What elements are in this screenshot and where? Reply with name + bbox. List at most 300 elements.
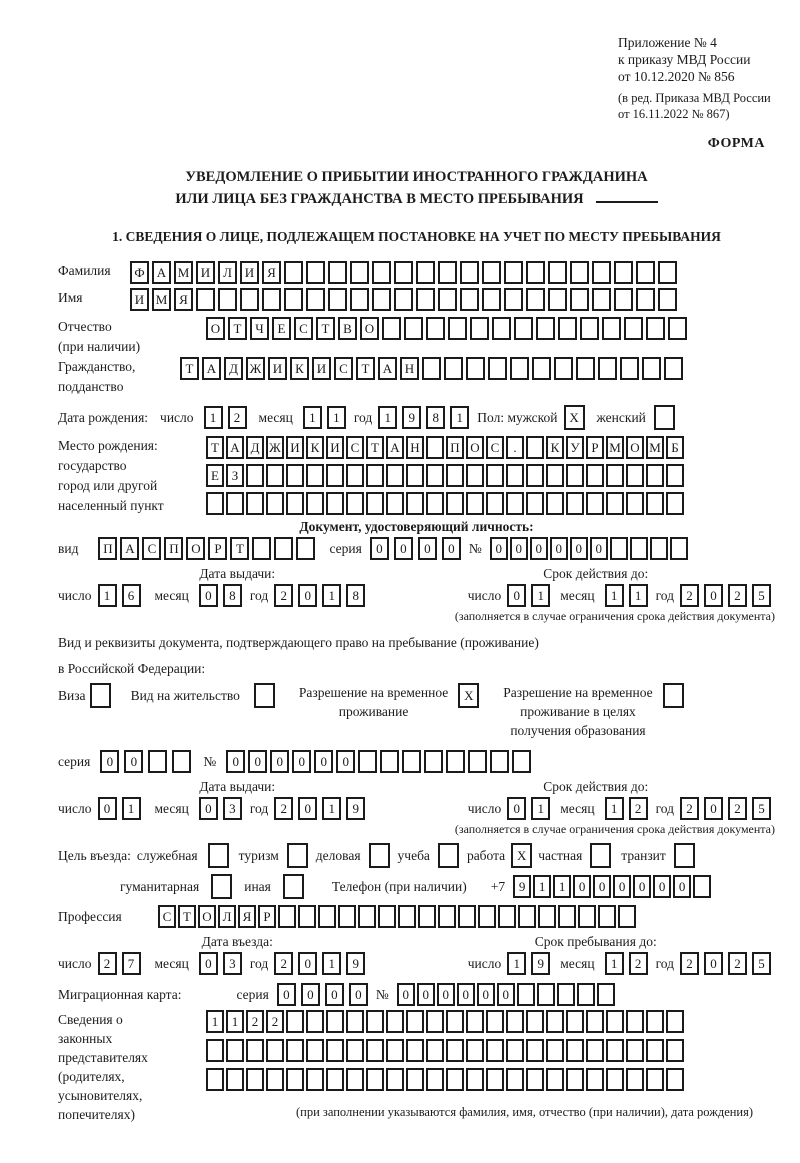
char-box[interactable]: [646, 464, 664, 487]
char-box[interactable]: [406, 1068, 424, 1091]
char-box[interactable]: 2: [274, 952, 293, 975]
char-box[interactable]: 0: [530, 537, 548, 560]
char-box[interactable]: [586, 1068, 604, 1091]
char-box[interactable]: [328, 288, 347, 311]
char-box[interactable]: 1: [378, 406, 397, 429]
char-box[interactable]: [398, 905, 416, 928]
char-box[interactable]: [558, 905, 576, 928]
char-box[interactable]: 1: [322, 797, 341, 820]
char-box[interactable]: [226, 1039, 244, 1062]
char-box[interactable]: [646, 1068, 664, 1091]
char-box[interactable]: 9: [531, 952, 550, 975]
char-box[interactable]: [666, 1068, 684, 1091]
char-box[interactable]: 2: [680, 584, 699, 607]
char-box[interactable]: 0: [704, 584, 723, 607]
char-box[interactable]: 0: [397, 983, 415, 1006]
char-box[interactable]: Ч: [250, 317, 269, 340]
char-box[interactable]: [506, 1068, 524, 1091]
char-box[interactable]: О: [206, 317, 225, 340]
char-box[interactable]: [366, 464, 384, 487]
char-box[interactable]: Я: [262, 261, 281, 284]
char-box[interactable]: 2: [629, 797, 648, 820]
char-box[interactable]: [526, 464, 544, 487]
char-box[interactable]: [666, 1010, 684, 1033]
char-box[interactable]: О: [466, 436, 484, 459]
char-box[interactable]: [246, 1039, 264, 1062]
char-box[interactable]: П: [446, 436, 464, 459]
char-box[interactable]: 0: [325, 983, 344, 1006]
char-box[interactable]: 0: [477, 983, 495, 1006]
char-box[interactable]: [486, 1039, 504, 1062]
surname-boxes[interactable]: [130, 261, 677, 284]
doc-series-boxes[interactable]: [370, 537, 461, 560]
resid-issue-month-boxes[interactable]: [199, 797, 242, 820]
char-box[interactable]: 5: [752, 584, 771, 607]
char-box[interactable]: А: [226, 436, 244, 459]
char-box[interactable]: [438, 261, 457, 284]
char-box[interactable]: [658, 261, 677, 284]
char-box[interactable]: 2: [274, 797, 293, 820]
char-box[interactable]: О: [626, 436, 644, 459]
char-box[interactable]: [602, 317, 621, 340]
char-box[interactable]: [670, 537, 688, 560]
char-box[interactable]: [446, 1068, 464, 1091]
entry-month-boxes[interactable]: [199, 952, 242, 975]
char-box[interactable]: [286, 464, 304, 487]
char-box[interactable]: [286, 1010, 304, 1033]
char-box[interactable]: [326, 1010, 344, 1033]
char-box[interactable]: О: [198, 905, 216, 928]
char-box[interactable]: 1: [533, 875, 551, 898]
char-box[interactable]: [470, 317, 489, 340]
char-box[interactable]: [246, 464, 264, 487]
char-box[interactable]: [366, 492, 384, 515]
char-box[interactable]: 1: [322, 952, 341, 975]
char-box[interactable]: [338, 905, 356, 928]
char-box[interactable]: 9: [402, 406, 421, 429]
char-box[interactable]: [663, 683, 684, 708]
char-box[interactable]: Т: [206, 436, 224, 459]
char-box[interactable]: [306, 1039, 324, 1062]
visa-checkbox[interactable]: [90, 683, 111, 708]
char-box[interactable]: [636, 288, 655, 311]
char-box[interactable]: М: [174, 261, 193, 284]
char-box[interactable]: [326, 1068, 344, 1091]
char-box[interactable]: [346, 492, 364, 515]
char-box[interactable]: 0: [98, 797, 117, 820]
char-box[interactable]: 0: [199, 584, 218, 607]
legal-reps-row2-boxes[interactable]: [206, 1039, 753, 1062]
migr-number-boxes[interactable]: [397, 983, 615, 1006]
char-box[interactable]: 0: [336, 750, 355, 773]
char-box[interactable]: 5: [752, 952, 771, 975]
char-box[interactable]: [626, 1039, 644, 1062]
char-box[interactable]: [246, 492, 264, 515]
char-box[interactable]: [460, 261, 479, 284]
char-box[interactable]: С: [294, 317, 313, 340]
char-box[interactable]: [206, 1068, 224, 1091]
char-box[interactable]: Т: [356, 357, 375, 380]
char-box[interactable]: П: [164, 537, 183, 560]
char-box[interactable]: [446, 1010, 464, 1033]
char-box[interactable]: [586, 464, 604, 487]
char-box[interactable]: [606, 492, 624, 515]
char-box[interactable]: [598, 357, 617, 380]
birth-month-boxes[interactable]: [303, 406, 346, 429]
char-box[interactable]: [448, 317, 467, 340]
char-box[interactable]: [218, 288, 237, 311]
char-box[interactable]: И: [130, 288, 149, 311]
char-box[interactable]: [386, 1068, 404, 1091]
doc-type-boxes[interactable]: [98, 537, 315, 560]
char-box[interactable]: [466, 1010, 484, 1033]
char-box[interactable]: [598, 905, 616, 928]
char-box[interactable]: [558, 317, 577, 340]
char-box[interactable]: [346, 1039, 364, 1062]
char-box[interactable]: [486, 492, 504, 515]
char-box[interactable]: [254, 683, 275, 708]
char-box[interactable]: [394, 288, 413, 311]
resid-valid-day-boxes[interactable]: [507, 797, 550, 820]
char-box[interactable]: К: [546, 436, 564, 459]
char-box[interactable]: [438, 288, 457, 311]
residence-permit-checkbox[interactable]: [254, 683, 275, 708]
migr-series-boxes[interactable]: [277, 983, 368, 1006]
char-box[interactable]: [538, 905, 556, 928]
char-box[interactable]: 0: [653, 875, 671, 898]
char-box[interactable]: В: [338, 317, 357, 340]
char-box[interactable]: [460, 288, 479, 311]
char-box[interactable]: [526, 288, 545, 311]
char-box[interactable]: А: [378, 357, 397, 380]
char-box[interactable]: 0: [573, 875, 591, 898]
birth-place-row3-boxes[interactable]: [206, 492, 684, 515]
char-box[interactable]: 2: [274, 584, 293, 607]
char-box[interactable]: 5: [752, 797, 771, 820]
char-box[interactable]: 0: [510, 537, 528, 560]
char-box[interactable]: [426, 1039, 444, 1062]
char-box[interactable]: [266, 464, 284, 487]
doc-number-boxes[interactable]: [490, 537, 688, 560]
char-box[interactable]: Я: [174, 288, 193, 311]
char-box[interactable]: Т: [228, 317, 247, 340]
char-box[interactable]: О: [360, 317, 379, 340]
char-box[interactable]: 1: [605, 952, 624, 975]
char-box[interactable]: Р: [586, 436, 604, 459]
char-box[interactable]: [526, 1039, 544, 1062]
resid-issue-day-boxes[interactable]: [98, 797, 141, 820]
char-box[interactable]: 3: [223, 797, 242, 820]
char-box[interactable]: [366, 1068, 384, 1091]
char-box[interactable]: [369, 843, 390, 868]
char-box[interactable]: 1: [204, 406, 223, 429]
char-box[interactable]: [624, 317, 643, 340]
char-box[interactable]: [626, 1068, 644, 1091]
char-box[interactable]: [630, 537, 648, 560]
char-box[interactable]: [326, 492, 344, 515]
char-box[interactable]: [650, 537, 668, 560]
char-box[interactable]: [286, 1039, 304, 1062]
char-box[interactable]: [458, 905, 476, 928]
char-box[interactable]: [346, 464, 364, 487]
char-box[interactable]: [478, 905, 496, 928]
doc-issue-day-boxes[interactable]: [98, 584, 141, 607]
char-box[interactable]: [492, 317, 511, 340]
char-box[interactable]: [426, 436, 444, 459]
char-box[interactable]: 2: [680, 952, 699, 975]
char-box[interactable]: [466, 1039, 484, 1062]
char-box[interactable]: [386, 1039, 404, 1062]
char-box[interactable]: [646, 317, 665, 340]
char-box[interactable]: [306, 1068, 324, 1091]
purpose-tourism-checkbox[interactable]: [287, 843, 308, 868]
char-box[interactable]: [426, 1068, 444, 1091]
char-box[interactable]: О: [186, 537, 205, 560]
char-box[interactable]: 1: [98, 584, 117, 607]
temp-permit-checkbox[interactable]: [458, 683, 479, 708]
char-box[interactable]: 1: [450, 406, 469, 429]
char-box[interactable]: [546, 1039, 564, 1062]
char-box[interactable]: К: [290, 357, 309, 380]
char-box[interactable]: [548, 261, 567, 284]
char-box[interactable]: X: [511, 843, 532, 868]
char-box[interactable]: 0: [570, 537, 588, 560]
char-box[interactable]: [240, 288, 259, 311]
char-box[interactable]: [350, 288, 369, 311]
char-box[interactable]: [466, 357, 485, 380]
char-box[interactable]: 0: [490, 537, 508, 560]
temp-edu-permit-checkbox[interactable]: [663, 683, 684, 708]
char-box[interactable]: [666, 1039, 684, 1062]
char-box[interactable]: 0: [298, 952, 317, 975]
char-box[interactable]: [358, 905, 376, 928]
char-box[interactable]: [606, 1039, 624, 1062]
char-box[interactable]: [666, 492, 684, 515]
char-box[interactable]: Н: [400, 357, 419, 380]
char-box[interactable]: [642, 357, 661, 380]
char-box[interactable]: [318, 905, 336, 928]
char-box[interactable]: 0: [418, 537, 437, 560]
char-box[interactable]: 1: [322, 584, 341, 607]
char-box[interactable]: И: [312, 357, 331, 380]
char-box[interactable]: [526, 492, 544, 515]
patronymic-boxes[interactable]: [206, 317, 687, 340]
char-box[interactable]: [526, 436, 544, 459]
char-box[interactable]: [518, 905, 536, 928]
char-box[interactable]: [284, 288, 303, 311]
char-box[interactable]: Ф: [130, 261, 149, 284]
char-box[interactable]: [346, 1068, 364, 1091]
char-box[interactable]: [286, 1068, 304, 1091]
char-box[interactable]: [328, 261, 347, 284]
char-box[interactable]: Р: [258, 905, 276, 928]
char-box[interactable]: [506, 464, 524, 487]
char-box[interactable]: [664, 357, 683, 380]
char-box[interactable]: [626, 1010, 644, 1033]
char-box[interactable]: [266, 1068, 284, 1091]
char-box[interactable]: 6: [122, 584, 141, 607]
char-box[interactable]: [606, 1010, 624, 1033]
char-box[interactable]: Л: [218, 905, 236, 928]
char-box[interactable]: [208, 843, 229, 868]
char-box[interactable]: Б: [666, 436, 684, 459]
char-box[interactable]: [466, 1068, 484, 1091]
char-box[interactable]: [580, 317, 599, 340]
char-box[interactable]: А: [120, 537, 139, 560]
char-box[interactable]: X: [458, 683, 479, 708]
char-box[interactable]: [482, 261, 501, 284]
given-name-boxes[interactable]: [130, 288, 677, 311]
char-box[interactable]: 0: [248, 750, 267, 773]
entry-day-boxes[interactable]: [98, 952, 141, 975]
char-box[interactable]: [211, 874, 232, 899]
char-box[interactable]: 0: [199, 797, 218, 820]
char-box[interactable]: 0: [507, 797, 526, 820]
char-box[interactable]: [358, 750, 377, 773]
char-box[interactable]: [486, 464, 504, 487]
char-box[interactable]: [597, 983, 615, 1006]
char-box[interactable]: [196, 288, 215, 311]
char-box[interactable]: 0: [349, 983, 368, 1006]
char-box[interactable]: К: [306, 436, 324, 459]
stay-year-boxes[interactable]: [680, 952, 771, 975]
phone-boxes[interactable]: [513, 875, 711, 898]
char-box[interactable]: [506, 1010, 524, 1033]
resid-issue-year-boxes[interactable]: [274, 797, 365, 820]
char-box[interactable]: [488, 357, 507, 380]
char-box[interactable]: З: [226, 464, 244, 487]
char-box[interactable]: И: [196, 261, 215, 284]
char-box[interactable]: [90, 683, 111, 708]
char-box[interactable]: [306, 261, 325, 284]
char-box[interactable]: [406, 492, 424, 515]
char-box[interactable]: 1: [507, 952, 526, 975]
char-box[interactable]: [386, 492, 404, 515]
char-box[interactable]: [498, 905, 516, 928]
char-box[interactable]: [646, 1010, 664, 1033]
char-box[interactable]: [566, 464, 584, 487]
char-box[interactable]: 0: [457, 983, 475, 1006]
char-box[interactable]: 0: [550, 537, 568, 560]
char-box[interactable]: 1: [303, 406, 322, 429]
char-box[interactable]: [283, 874, 304, 899]
resid-number-boxes[interactable]: [226, 750, 531, 773]
char-box[interactable]: 1: [226, 1010, 244, 1033]
char-box[interactable]: 2: [728, 952, 747, 975]
char-box[interactable]: А: [152, 261, 171, 284]
char-box[interactable]: [526, 1068, 544, 1091]
char-box[interactable]: [610, 537, 628, 560]
purpose-humanitarian-checkbox[interactable]: [211, 874, 232, 899]
char-box[interactable]: [537, 983, 555, 1006]
char-box[interactable]: [512, 750, 531, 773]
char-box[interactable]: [306, 492, 324, 515]
char-box[interactable]: 8: [426, 406, 445, 429]
char-box[interactable]: [380, 750, 399, 773]
char-box[interactable]: 0: [314, 750, 333, 773]
char-box[interactable]: [674, 843, 695, 868]
char-box[interactable]: Е: [272, 317, 291, 340]
char-box[interactable]: 1: [531, 584, 550, 607]
char-box[interactable]: 0: [199, 952, 218, 975]
char-box[interactable]: [438, 843, 459, 868]
char-box[interactable]: [666, 464, 684, 487]
char-box[interactable]: У: [566, 436, 584, 459]
char-box[interactable]: Ж: [246, 357, 265, 380]
char-box[interactable]: [614, 288, 633, 311]
char-box[interactable]: [614, 261, 633, 284]
char-box[interactable]: 3: [223, 952, 242, 975]
char-box[interactable]: [490, 750, 509, 773]
char-box[interactable]: 2: [266, 1010, 284, 1033]
char-box[interactable]: С: [142, 537, 161, 560]
char-box[interactable]: [658, 288, 677, 311]
char-box[interactable]: [426, 317, 445, 340]
char-box[interactable]: 0: [370, 537, 389, 560]
char-box[interactable]: [226, 1068, 244, 1091]
char-box[interactable]: 0: [704, 797, 723, 820]
char-box[interactable]: Я: [238, 905, 256, 928]
char-box[interactable]: [246, 1068, 264, 1091]
char-box[interactable]: [532, 357, 551, 380]
char-box[interactable]: [306, 288, 325, 311]
char-box[interactable]: [636, 261, 655, 284]
purpose-other-checkbox[interactable]: [283, 874, 304, 899]
purpose-study-checkbox[interactable]: [438, 843, 459, 868]
char-box[interactable]: [646, 492, 664, 515]
char-box[interactable]: [446, 464, 464, 487]
char-box[interactable]: [206, 1039, 224, 1062]
char-box[interactable]: [570, 288, 589, 311]
char-box[interactable]: 2: [728, 584, 747, 607]
male-checkbox[interactable]: [564, 405, 585, 430]
char-box[interactable]: 0: [497, 983, 515, 1006]
char-box[interactable]: [426, 464, 444, 487]
char-box[interactable]: 1: [629, 584, 648, 607]
char-box[interactable]: [406, 1039, 424, 1062]
char-box[interactable]: 9: [513, 875, 531, 898]
char-box[interactable]: Т: [230, 537, 249, 560]
char-box[interactable]: [416, 261, 435, 284]
char-box[interactable]: [566, 1010, 584, 1033]
char-box[interactable]: [468, 750, 487, 773]
birth-day-boxes[interactable]: [204, 406, 247, 429]
char-box[interactable]: [504, 261, 523, 284]
char-box[interactable]: С: [346, 436, 364, 459]
char-box[interactable]: 1: [605, 584, 624, 607]
profession-boxes[interactable]: [158, 905, 636, 928]
purpose-official-checkbox[interactable]: [208, 843, 229, 868]
char-box[interactable]: [536, 317, 555, 340]
char-box[interactable]: [566, 492, 584, 515]
char-box[interactable]: 0: [590, 537, 608, 560]
char-box[interactable]: [693, 875, 711, 898]
resid-valid-year-boxes[interactable]: [680, 797, 771, 820]
char-box[interactable]: [394, 261, 413, 284]
female-checkbox[interactable]: [654, 405, 675, 430]
char-box[interactable]: [668, 317, 687, 340]
char-box[interactable]: [546, 1068, 564, 1091]
char-box[interactable]: [366, 1039, 384, 1062]
char-box[interactable]: [486, 1010, 504, 1033]
char-box[interactable]: 2: [629, 952, 648, 975]
char-box[interactable]: [586, 492, 604, 515]
birth-place-row1-boxes[interactable]: [206, 436, 684, 459]
char-box[interactable]: [278, 905, 296, 928]
char-box[interactable]: [372, 261, 391, 284]
char-box[interactable]: 1: [605, 797, 624, 820]
char-box[interactable]: 2: [98, 952, 117, 975]
